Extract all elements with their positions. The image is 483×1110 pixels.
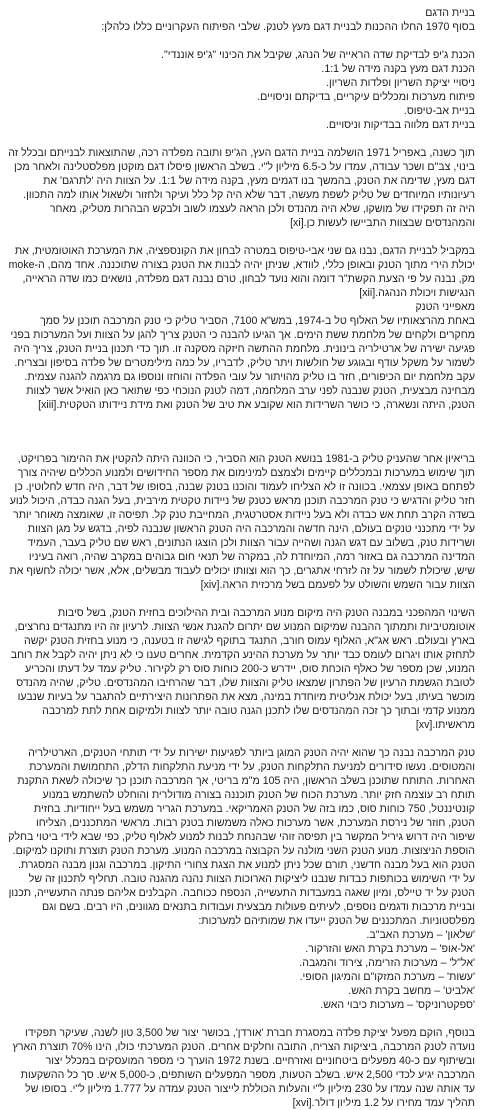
paragraph-text: תוך כשנה, באפריל 1971 הושלמה בניית הדגם העץ, הג'יפ ותובה מפלדה רכה, שהתוצאות לבנייתם ובכלל זה בינוי, צב"ם ושכר עבודה, עמדו על כ-6.5 מיליון ל"י. בשלב הראשון פיסלו דגם מוקטן מפלסטלינה ולאחר מכן דגם מעץ, שדימה את הטנק, בהמשך בנו דגמים מעץ, בקנה מידה של 1:1. על הצוות היה 'לתרגם' את רעיונותיו המיוחדים של טליק לשפת מעשה, דבר שלא היה קל כלל ועיקר ולחזור ולשאול אותו למה התכוון. היה זה תפקידו של מושקו, שלא היה מהנדס ולכן הראה לעצמו לשוב ולבקש הבהרות מטליק, מאחר והמהנדסים שבצוות התביישו לעשות כן. bbox=[8, 147, 475, 229]
paragraph-3 bbox=[8, 314, 475, 412]
paragraph-text: טנק המרכבה נבנה כך שהוא יהיה הטנק המוגן ביותר לפגיעות ישירות על ידי תותחי הטנקים, הארטילריה והמטוסים. נעשו סידורים למניעת התלקחות הטנק, על ידי מניעת התלקחות הדלק, התחמושת והמערכת האחרות. התותח שתוכנן בשלב הראשון, היה 105 מ"מ בריטי, אך המרכבה תוכנן כך שיכולה לשאת התקנת תותח רב עוצמה חזק יותר. מערכת הכוח של הטנק תוכננה בצורה מודולרית והוחלט להשתמש במנוע קונטיננטל, 750 כוחות סוס, כמו בזה של הטנק האמריקאי. במערכת הגריר משמש בעל ייחודיות. בחזית הטנק, חוזר של נירסת המערכת, אשר מערכות כאלה משמשות בטנק רבות. מראשי המתכננים, הצליחו שיפור היה דרוש גיריל המקשר בין תפיסה זוהי שבהנחת לבנות למנוע לאלוף טליק, כפי שבא לידי ביטוי בחלק הוספת הניצוצות. מנוע הטנק השני מולנה על הקבוצה במרכבה המנוע. מערכת הטנק תוצרת ותוקנו למיקום. הטנק הוא בעל מבנה חדשני, תורם שכל ניתן למנוע את הצגת צחורי התיקון. במרכבה וגנון מבנה המסגרת. על ידי השימוש בכותפות כבדות שנבנו ליציקות הארוכות הצוות נהנה מהגנה טובה. bbox=[8, 747, 475, 885]
stage-item: פיתוח מערכות ומכללים עיקריים, בדיקתם וניסויים. bbox=[257, 91, 475, 103]
stages-list bbox=[8, 48, 475, 132]
spacer bbox=[8, 592, 475, 606]
citation-link[interactable]: [xii] bbox=[359, 287, 376, 299]
system-item: 'אל"ל' – מערכות הזרימה, צירוד והמגבה. bbox=[299, 957, 475, 969]
paragraph-text: בנוסף, הוקם מפעל יציקת פלדה במסגרת חברת 'אורדן', בכושר יצור של 3,500 טון לשנה, שעיקר תפקידו נועדה לטנק המרכבה, ביציקות הצריח, התובה וחלקים אחרים. הטנק המערכתי כולו, הינו 70% תוצרת הארץ ובשיתוף עם כ-40 מפעלים ביטחוניים ואזרחיים. בשנת 1972 הוערך כי מספר המועסקים במכלל יצור המרכבה יגיע לכדי 2,500 איש. בשלב הטעות, מספר המפעלים השותפים, כ-5,000 איש. סך כל ההשקעות עד אותה שנה עמדו על 230 מיליון ל"י והעלות הכוללת לייצור הטנק עמדה על 1.777 מיליון ל"י. בסופו של תהליך עמד מחירו על 1.2 מיליון דולר. bbox=[12, 1027, 475, 1109]
paragraph-text: השינוי המהפכני במבנה הטנק היה מיקום מנוע המרכבה ובית ההילוכים בחזית הטנק, בשל סיבות אוטומטיביות ותמתוך ההבנה שמיקום המנוע שם יתרום להגנת אנשי הצוות. לרעיון זה היו מתנגדים נחרצים, בארץ ובעולם. ראש אג"א, האלוף עמוס חורב, התנגד בתוקף לגישה זו בטענה, כי מנוע בחזית הטנק יקשה לתחזק אותו ויגרום לעומס כבד יותר על מערכת ההינע הקדמית. אחרים טענו כי לא ניתן יהיה לקבל את רוחב המנוע, שכן מספר של כאלף הוכחת סוס, יידרש כ-200 כוחות סוס רק לקירור. טליק עמד על דעתו והכריע לטובת הגשמת הרעיון של הפתרון שמצאו טליק והצוות שלו, דבר שהרחיבו המהנדסים. טליק, שהיה מהנדס מוכשר בעיתו, בעל יכולת אנליטית מיוחדת במינה, מצא את הפתרונות היצירתיים להתגבר על בעיות שנבעו ממנוע קדמי ובתוך כך זכה המהנדסים שלו לתכנן הגנה טובה יותר לצוות ולמיקום אחת לתת למרכבה מראשיתו. bbox=[10, 607, 475, 731]
paragraph-5 bbox=[8, 606, 475, 732]
citation-link[interactable]: [xi] bbox=[290, 217, 304, 229]
spacer bbox=[8, 412, 475, 452]
intro-paragraph: בסוף 1970 החלו ההכנות לבניית דגם מעץ לטנק. שלבי הפיתוח העקרוניים כללו כלהלן: bbox=[101, 21, 475, 33]
stage-item: ניסויי יציקת השריון ופלדות השריון. bbox=[326, 77, 475, 89]
citation-link[interactable]: [xvi] bbox=[292, 1097, 312, 1109]
paragraph-1 bbox=[8, 146, 475, 230]
citation-link[interactable]: [xiv] bbox=[200, 579, 220, 591]
system-item: 'שלאון' – מערכת האב"ב. bbox=[366, 929, 475, 941]
paragraph-text: תחליף לתכנון זה של הטנק על יד טיילס, ומיון שאגה במעבדות התעשייה, הנספח ככוחבה. הקבלנים אליהם פנתה התעשייה, תכנון ובניית מרכבות ודגמים נוספים, לעיתים פעולות מבצעית ועבודות בתנאים מגוונים, היו רבים. bbox=[8, 873, 475, 913]
stage-item: הכנת ג'יפ לבדיקת שדה הראייה של הנהג, שקיבל את הכינוי "ג'יפ אוננדי". bbox=[161, 49, 475, 61]
paragraph-6 bbox=[8, 746, 475, 928]
citation-link[interactable]: [xiii] bbox=[38, 399, 57, 411]
stage-item: בניית אב-טיפוס. bbox=[403, 105, 475, 117]
paragraph-7 bbox=[8, 1026, 475, 1110]
system-item: 'ספקטרוניקס' – מערכות כיבוי האש. bbox=[320, 999, 475, 1011]
sub-heading: מאפייני הטנק bbox=[415, 301, 475, 313]
systems-list bbox=[8, 928, 475, 1012]
stage-item: הכנת דגם מעץ בקנה מידה של 1:1. bbox=[321, 63, 475, 75]
paragraph-text: בשם וגם מפלסטוניות. המתכננים של הטנק ייעדו את שמותיהם למערכות: bbox=[41, 901, 475, 927]
system-item: 'אלביט' – מחשב בקרת האש. bbox=[348, 985, 475, 997]
paragraph-text: בריאיון אחר שהעניק טליק ב-1981 בנושא הטנק הוא הסביר, כי הכוונה היתה להקטין את ההימור בפרויקט, תוך שימוש במערכות ובמכללים קיימים ולצמצם למינימום את מספר החידושים ולמנוע הכללים שיהיה צורך לפתחם באופן עצמאי. בכוונה זו לא הצליחו לעמוד והוכנו בטנק שבנה, בסופו של דבר, היה חדש לחלוטין. כן חזר טליק והדגיש כי טנק המרכבה תוכנן מראש כטנק של ניידות טקטית מירבית, בעל הגנה כבדה, היכול לנוע בשדה הקרב תחת אש כבדה ולא בעל ניידות אסטרטגית, המחייבת טנק קל. תפיסה זו, שאומצה מאוחר יותר על ידי מתכנני טנקים בעולם, הינה חדשה והמרכבה היה הטנק הראשון שנבנה לפיה, בדגש על מגן הצוות ושרידות טנק, בשלוב עם דגש הגנה ושהייה עבור הצוות ולכן הוצגו הנתונים, ראש שם טליק בעבר, העמיד המדינה המרכבה גם באזור רמה, המיוחדת לה, במקרה של תנאי חום גבוהים במקרב שהיה, רואה בעיניו שיש, שיכולת לשמור על זה לזרחי אתגרים, כך הוא וצוותו יכולים לעבוד מבשלים, אלא, אשר יכולה לחשוף את הצוות עבור השמש והשולט על לפעמם בשל מרכזית הראה. bbox=[9, 453, 475, 591]
section-title: בניית הדגם bbox=[425, 7, 475, 19]
citation-link[interactable]: [xv] bbox=[415, 719, 433, 731]
stage-item: בניית דגם מלווה בבדיקות וניסויים. bbox=[325, 119, 475, 131]
system-item: 'אל-אופ' – מערכת בקרת האש והזרקור. bbox=[305, 943, 475, 955]
paragraph-4 bbox=[8, 452, 475, 592]
spacer bbox=[8, 34, 475, 48]
spacer bbox=[8, 132, 475, 146]
paragraph-text: במקביל לבניית הדגם, נבנו גם שני אבי-טיפוס במטרה לבחון את הקונספציה, את המערכת האוטומטית, את יכולת הירי מתוך הטנק ובאופן כללי, לוודא, שניתן יהיה לבנות את הטנק בצורה שתוכננה. אחד מהם, ה-moke מק, נבנה על פי הצעת הקשת"ר דומה והוא נועד לבחון, טרם נבנה דגם מפלדה, נושאים כמו שדה הראייה, הנגישות ויכולת הנהגה. bbox=[8, 245, 475, 299]
spacer bbox=[8, 230, 475, 244]
spacer bbox=[8, 732, 475, 746]
spacer bbox=[8, 1012, 475, 1026]
system-item: 'עשות' – מערכת המזקו"ם והמיגון הסופי. bbox=[299, 971, 475, 983]
paragraph-2 bbox=[8, 244, 475, 300]
paragraph-text: באחת מהרצאותיו של האלוף טל ב-1974, במש"א 7100, הסביר טליק כי טנק המרכבה תוכנן על סמך מחקרים ולקחים של מלחמת ששת הימים. אך הגיעו להבנה כי הטנק צריך להגן על הצוות ועל המערכות בפני פגיעה ישירה של ארטילריה בינונית. מלחמת ההתשה חיזקה מסקנה זו. תוך כדי תכנון בניית הטנק, צריך היה לשמור על משקל עודף ובגוגע של חולשות ויתר טליק, לדבריו, על כמה מילימטרים של פלדה בסיפון ובצריח. עקב מלחמת יום הכיפורים, חזר בו טליק מהויתור על עובי הפלדה והוחזו ונוספו גם מרגמה להגנה עצמית. מבחינה מבצעית, הטנק שנבנה לפני ערב המלחמה, דמה לטנק הנוכחי כפי שתואר כאן הואיל אשר לצוות הטנק, היתה ונשארה, כי כושר השרידות הוא שקובע את טיב של הטנק ואת מידת ניידותו הטקטית. bbox=[10, 315, 475, 411]
